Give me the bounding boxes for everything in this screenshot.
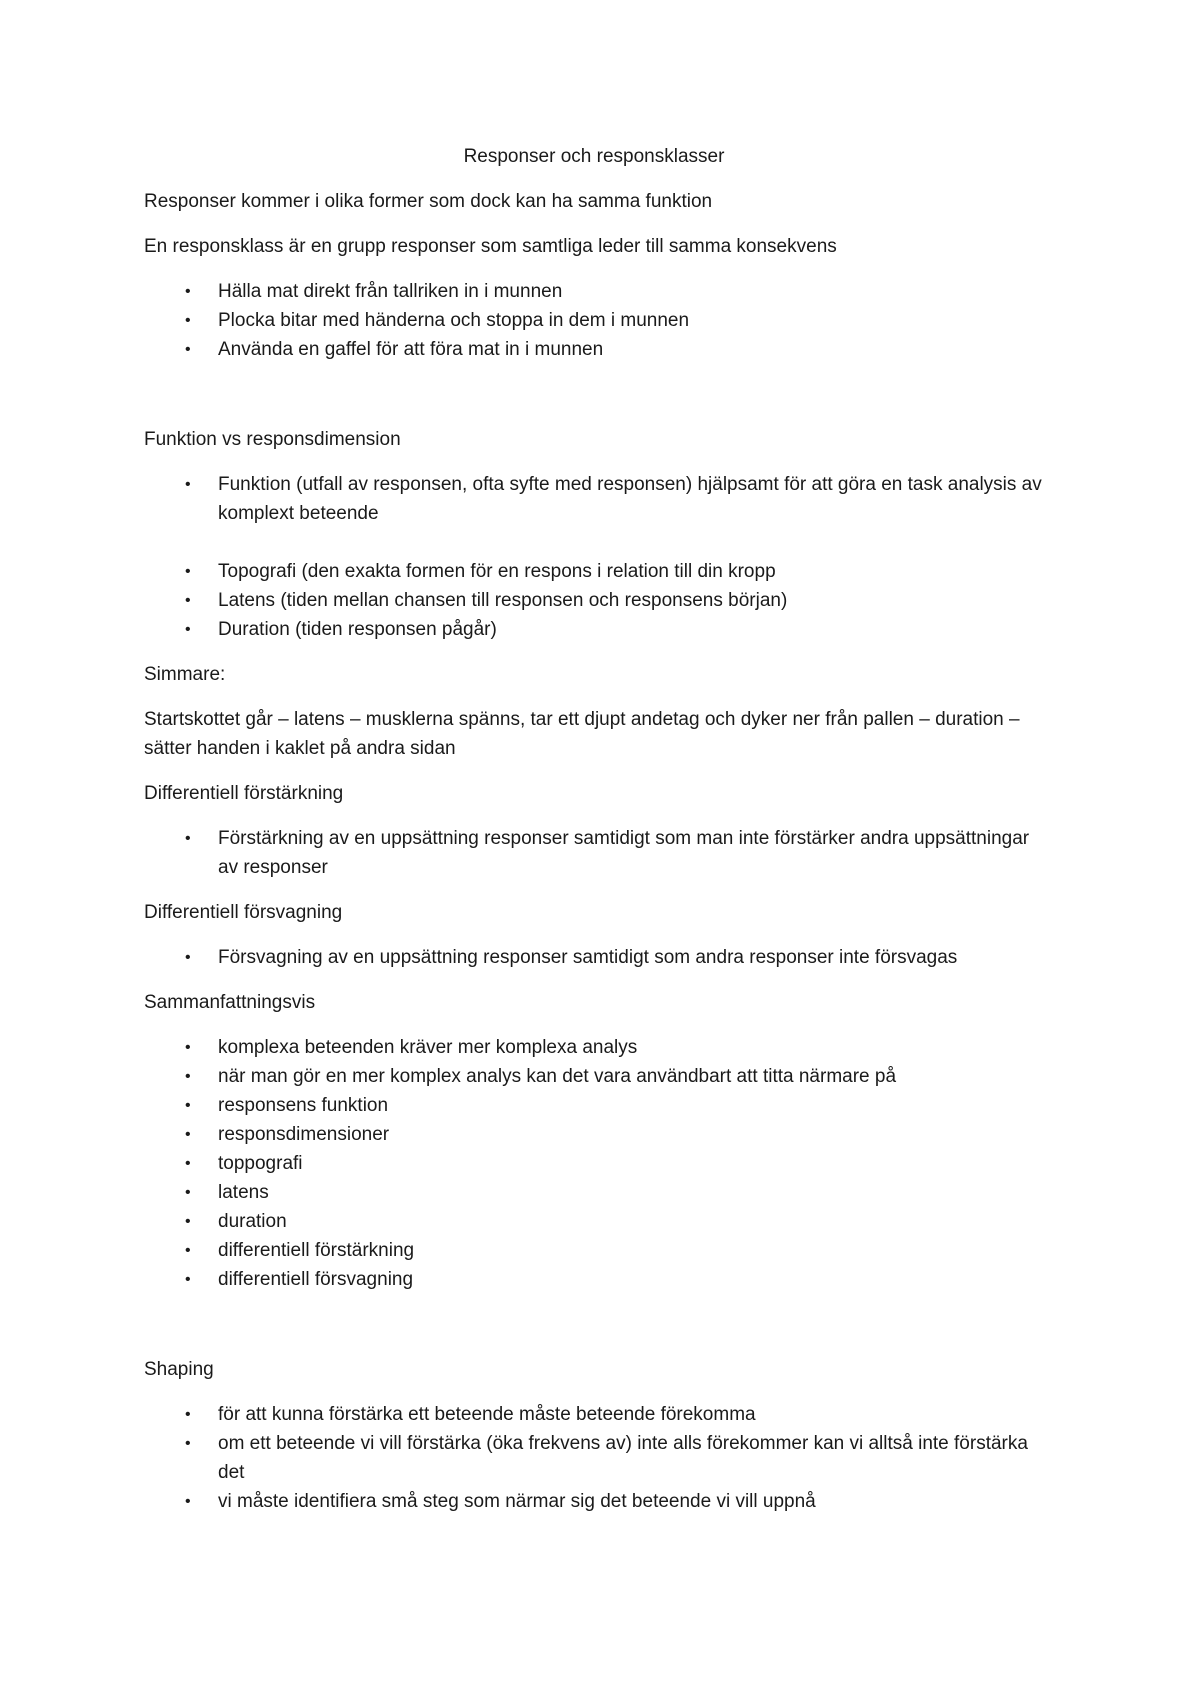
bullet-icon: • (185, 1242, 191, 1259)
bullet-icon: • (185, 1406, 191, 1423)
list-item: • Funktion (utfall av responsen, ofta syfte med responsen) hjälpsamt för att göra en task analysis av komplext beteende (144, 470, 1044, 528)
list-item: • Latens (tiden mellan chansen till responsen och responsens början) (144, 586, 1044, 615)
bullet-icon: • (185, 341, 191, 358)
bullet-icon: • (185, 1039, 191, 1056)
list-item: • Hälla mat direkt från tallriken in i munnen (144, 277, 1044, 306)
list-item: • Duration (tiden responsen pågår) (144, 615, 1044, 644)
list-item: • Använda en gaffel för att föra mat in i munnen (144, 335, 1044, 364)
funktion-list-1 (144, 470, 1044, 528)
bullet-icon: • (185, 1126, 191, 1143)
list-item: • Plocka bitar med händerna och stoppa in dem i munnen (144, 306, 1044, 335)
bullet-icon: • (185, 312, 191, 329)
bullet-icon: • (185, 592, 191, 609)
list-item: • komplexa beteenden kräver mer komplexa analys (144, 1033, 1044, 1062)
list-item: • Försvagning av en uppsättning responser samtidigt som andra responser inte försvagas (144, 943, 1044, 972)
spacer (144, 1310, 1044, 1355)
list-item: • differentiell förstärkning (144, 1236, 1044, 1265)
bullet-icon: • (185, 1155, 191, 1172)
differentiell-forsvagning-list (144, 943, 1044, 972)
list-item: • vi måste identifiera små steg som närmar sig det beteende vi vill uppnå (144, 1487, 1044, 1516)
bullet-icon: • (185, 1068, 191, 1085)
bullet-icon: • (185, 563, 191, 580)
bullet-icon: • (185, 621, 191, 638)
bullet-icon: • (185, 283, 191, 300)
section-heading-sammanfattningsvis: Sammanfattningsvis (144, 992, 316, 1013)
bullet-icon: • (185, 949, 191, 966)
section-heading-simmare: Simmare: (144, 664, 226, 685)
intro-paragraph-1: Responser kommer i olika former som dock kan ha samma funktion (144, 191, 713, 212)
list-item: • Förstärkning av en uppsättning responser samtidigt som man inte förstärker andra uppsättningar av responser (144, 824, 1044, 882)
list-item: • för att kunna förstärka ett beteende måste beteende förekomma (144, 1400, 1044, 1429)
section-heading-differentiell-forstarkning: Differentiell förstärkning (144, 783, 344, 804)
bullet-icon: • (185, 1493, 191, 1510)
bullet-icon: • (185, 1271, 191, 1288)
differentiell-forstarkning-list (144, 824, 1044, 882)
spacer (144, 380, 1044, 425)
bullet-icon: • (185, 1184, 191, 1201)
list-item: • toppografi (144, 1149, 1044, 1178)
shaping-list (144, 1400, 1044, 1516)
examples-list (144, 277, 1044, 364)
list-item: • latens (144, 1178, 1044, 1207)
document-page (144, 142, 1044, 1532)
list-item: • differentiell försvagning (144, 1265, 1044, 1294)
bullet-icon: • (185, 1435, 191, 1452)
section-heading-shaping: Shaping (144, 1359, 214, 1380)
section-heading-funktion: Funktion vs responsdimension (144, 429, 401, 450)
intro-paragraph-2: En responsklass är en grupp responser som samtliga leder till samma konsekvens (144, 236, 837, 257)
list-item: • Topografi (den exakta formen för en respons i relation till din kropp (144, 557, 1044, 586)
simmare-paragraph: Startskottet går – latens – musklerna spänns, tar ett djupt andetag och dyker ner från pallen – duration – sätter handen i kaklet på andra sidan (144, 709, 1020, 759)
spacer (144, 528, 1044, 557)
summary-list (144, 1033, 1044, 1294)
list-item: • responsdimensioner (144, 1120, 1044, 1149)
bullet-icon: • (185, 476, 191, 493)
bullet-icon: • (185, 1097, 191, 1114)
document-title: Responser och responsklasser (463, 146, 725, 167)
list-item: • om ett beteende vi vill förstärka (öka frekvens av) inte alls förekommer kan vi alltså inte förstärka det (144, 1429, 1044, 1487)
list-item: • responsens funktion (144, 1091, 1044, 1120)
list-item: • när man gör en mer komplex analys kan det vara användbart att titta närmare på (144, 1062, 1044, 1091)
funktion-list-2 (144, 557, 1044, 644)
bullet-icon: • (185, 1213, 191, 1230)
bullet-icon: • (185, 830, 191, 847)
list-item: • duration (144, 1207, 1044, 1236)
section-heading-differentiell-forsvagning: Differentiell försvagning (144, 902, 343, 923)
